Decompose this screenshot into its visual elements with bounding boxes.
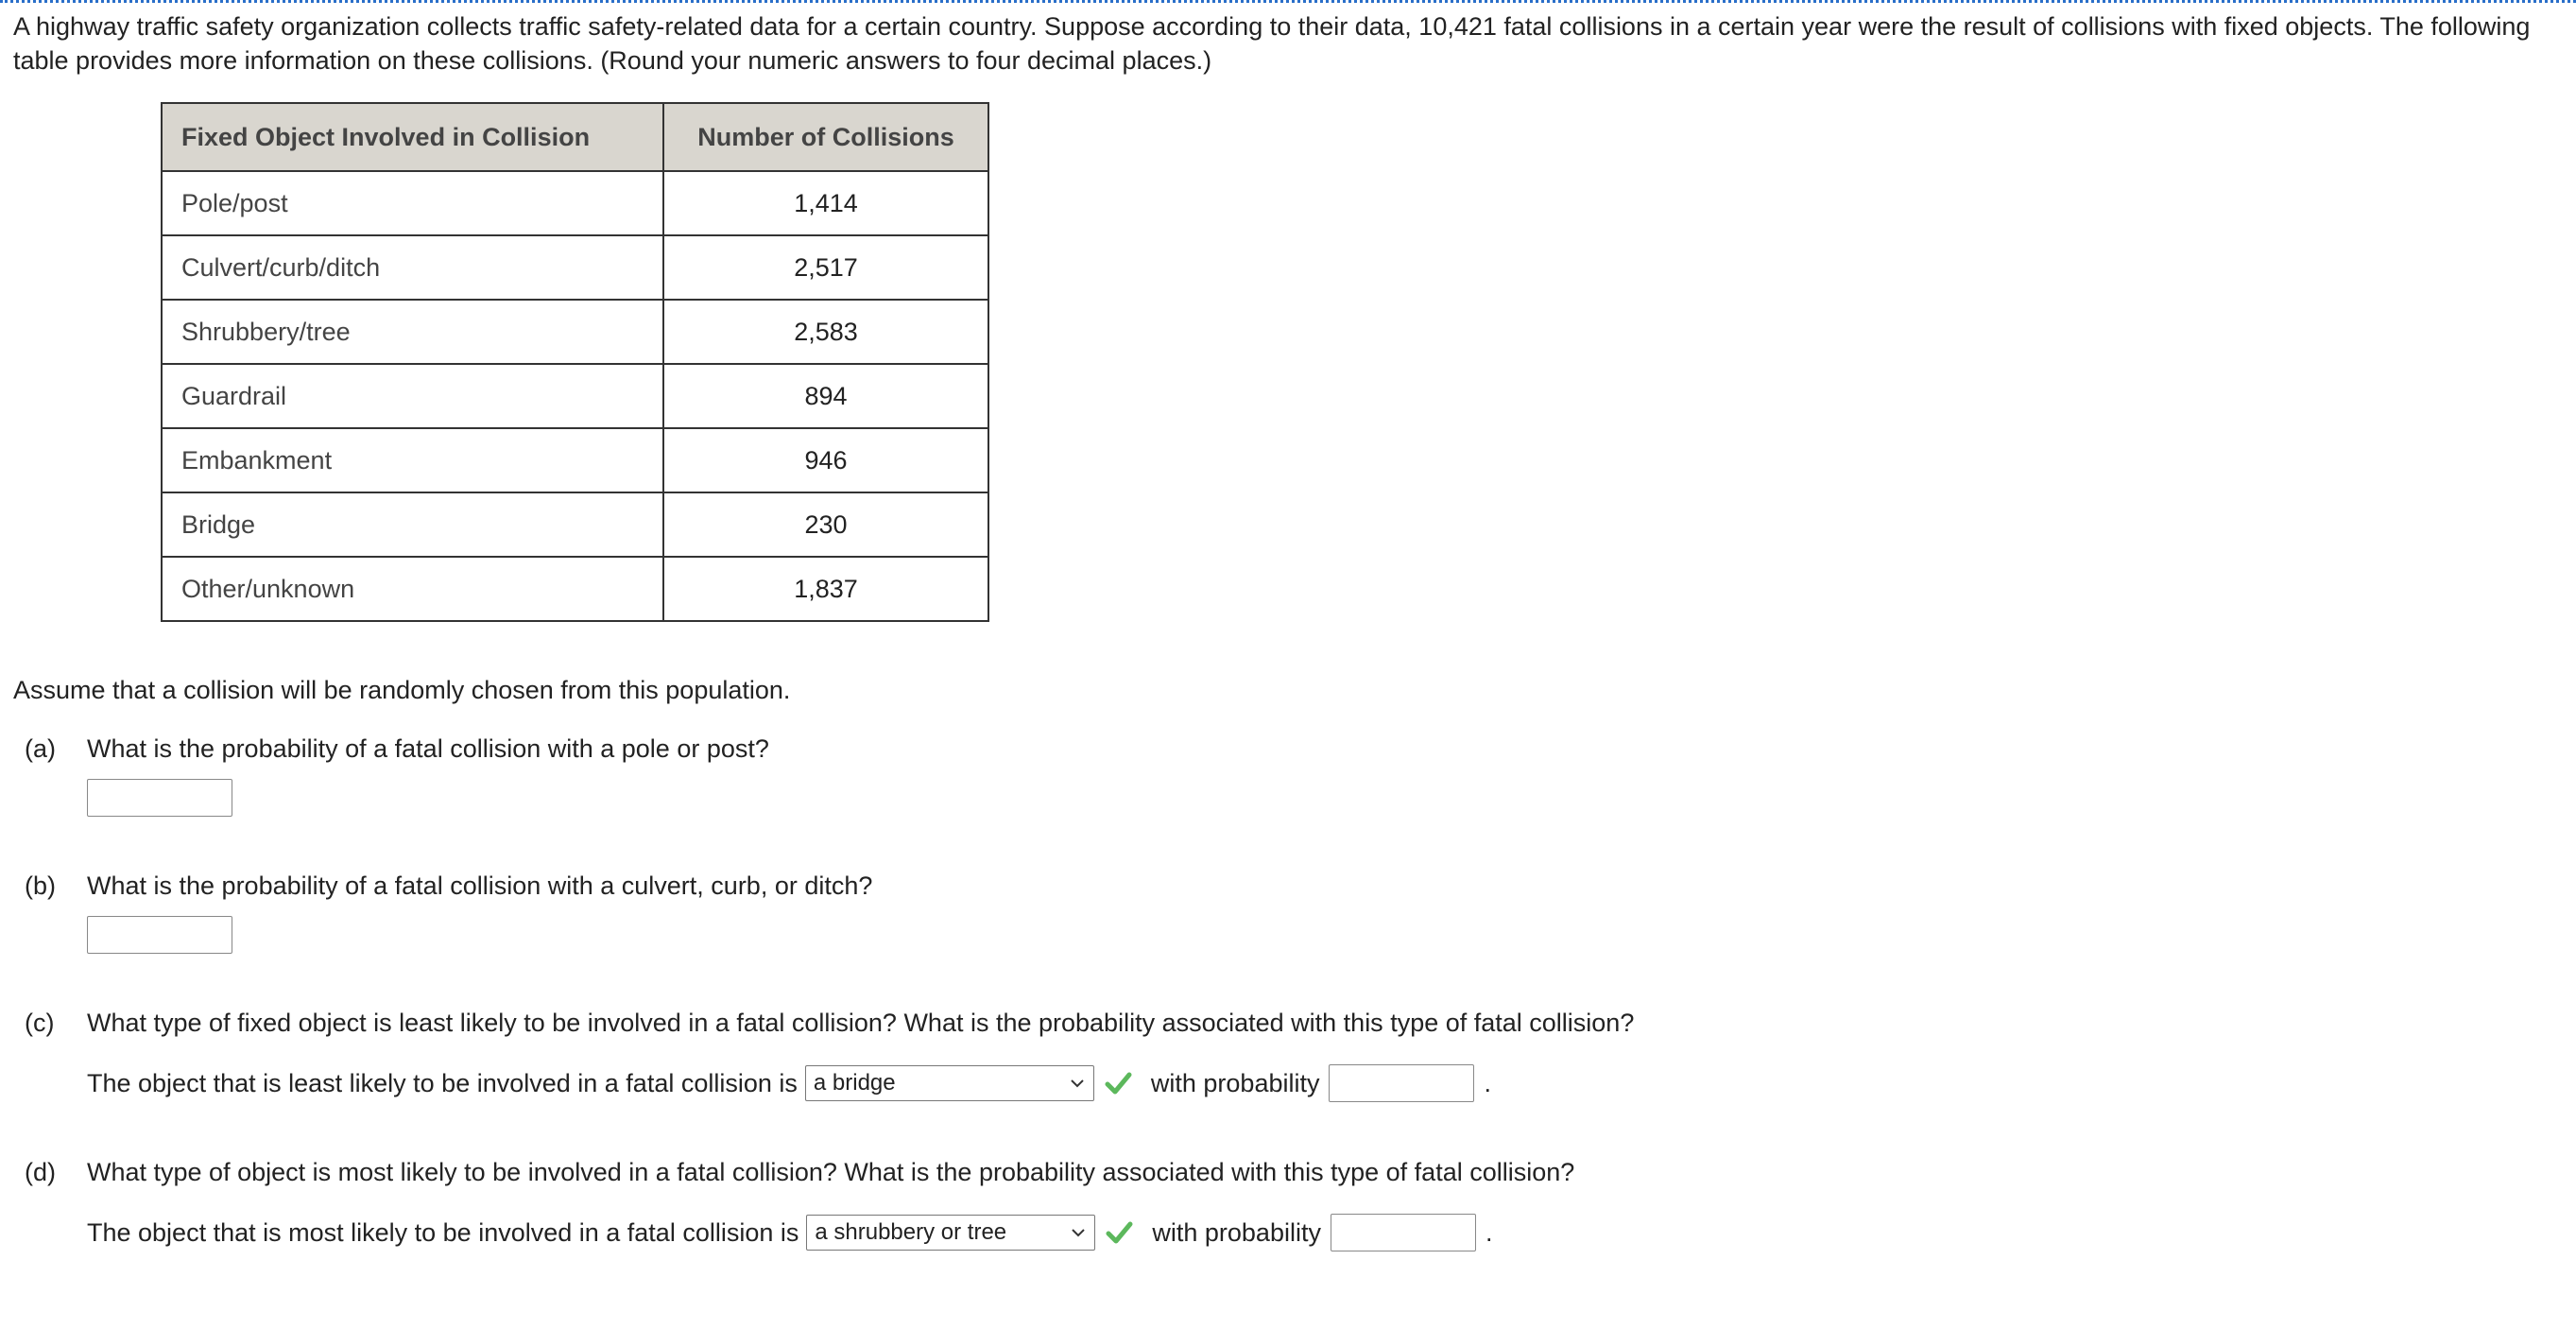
part-b-question xyxy=(25,869,872,903)
collision-table xyxy=(161,102,989,622)
assumption-text: Assume that a collision will be randomly chosen from this population. xyxy=(13,676,791,704)
part-c-with-probability: with probability xyxy=(1150,1069,1320,1097)
part-a-text: What is the probability of a fatal collision with a pole or post? xyxy=(87,734,769,763)
count-cell: 230 xyxy=(663,492,988,557)
table-row xyxy=(162,235,988,300)
part-d-label: (d) xyxy=(25,1158,56,1186)
part-c-question xyxy=(25,1006,1634,1040)
part-c-answer-row xyxy=(87,1064,1491,1102)
part-c-text: What type of fixed object is least likely to be involved in a fatal collision? What is the probability associated with this type of fatal collision? xyxy=(87,1009,1635,1037)
part-c-sentence: The object that is least likely to be involved in a fatal collision is xyxy=(87,1069,798,1097)
least-likely-selected-value: a bridge xyxy=(813,1070,896,1096)
part-b-answer-input[interactable] xyxy=(87,916,232,954)
most-likely-object-select[interactable] xyxy=(806,1215,1095,1251)
part-c-period: . xyxy=(1484,1069,1491,1097)
chevron-down-icon xyxy=(1070,1224,1087,1241)
table-row xyxy=(162,171,988,235)
part-c-label: (c) xyxy=(25,1009,55,1037)
part-a-answer-input[interactable] xyxy=(87,779,232,817)
problem-intro: A highway traffic safety organization collects traffic safety-related data for a certain country. Suppose according to their data, 10,421 fatal collisions in a certain year were the result of collisions with fixed objects. The following table provides more information on these collisions. (Round your numeric answers to four decimal places.) xyxy=(13,12,2531,75)
part-d-answer-row xyxy=(87,1214,1492,1251)
header-fixed-object: Fixed Object Involved in Collision xyxy=(162,103,663,171)
table-row xyxy=(162,364,988,428)
object-cell: Pole/post xyxy=(162,171,663,235)
chevron-down-icon xyxy=(1069,1075,1086,1092)
part-a-label: (a) xyxy=(25,734,56,763)
part-c-probability-input[interactable] xyxy=(1329,1064,1474,1102)
count-cell: 946 xyxy=(663,428,988,492)
table-row xyxy=(162,300,988,364)
most-likely-selected-value: a shrubbery or tree xyxy=(815,1219,1007,1245)
table-row xyxy=(162,428,988,492)
table-row xyxy=(162,557,988,621)
part-a-question xyxy=(25,732,769,766)
part-d-question xyxy=(25,1155,1574,1189)
part-d-sentence: The object that is most likely to be involved in a fatal collision is xyxy=(87,1218,799,1247)
object-cell: Other/unknown xyxy=(162,557,663,621)
checkmark-icon xyxy=(1104,1069,1132,1097)
part-b-label: (b) xyxy=(25,872,56,900)
object-cell: Shrubbery/tree xyxy=(162,300,663,364)
header-number-of-collisions: Number of Collisions xyxy=(663,103,988,171)
object-cell: Culvert/curb/ditch xyxy=(162,235,663,300)
part-d-probability-input[interactable] xyxy=(1331,1214,1476,1251)
count-cell: 894 xyxy=(663,364,988,428)
table-row xyxy=(162,492,988,557)
table-header-row xyxy=(162,103,988,171)
part-d-period: . xyxy=(1485,1218,1493,1247)
count-cell: 1,414 xyxy=(663,171,988,235)
least-likely-object-select[interactable] xyxy=(805,1065,1094,1101)
checkmark-icon xyxy=(1105,1218,1133,1247)
part-b-text: What is the probability of a fatal collision with a culvert, curb, or ditch? xyxy=(87,872,873,900)
part-d-with-probability: with probability xyxy=(1152,1218,1321,1247)
part-d-text: What type of object is most likely to be involved in a fatal collision? What is the probability associated with this type of fatal collision? xyxy=(87,1158,1575,1186)
object-cell: Guardrail xyxy=(162,364,663,428)
count-cell: 1,837 xyxy=(663,557,988,621)
object-cell: Bridge xyxy=(162,492,663,557)
count-cell: 2,517 xyxy=(663,235,988,300)
count-cell: 2,583 xyxy=(663,300,988,364)
top-dotted-rule xyxy=(0,0,2576,3)
object-cell: Embankment xyxy=(162,428,663,492)
